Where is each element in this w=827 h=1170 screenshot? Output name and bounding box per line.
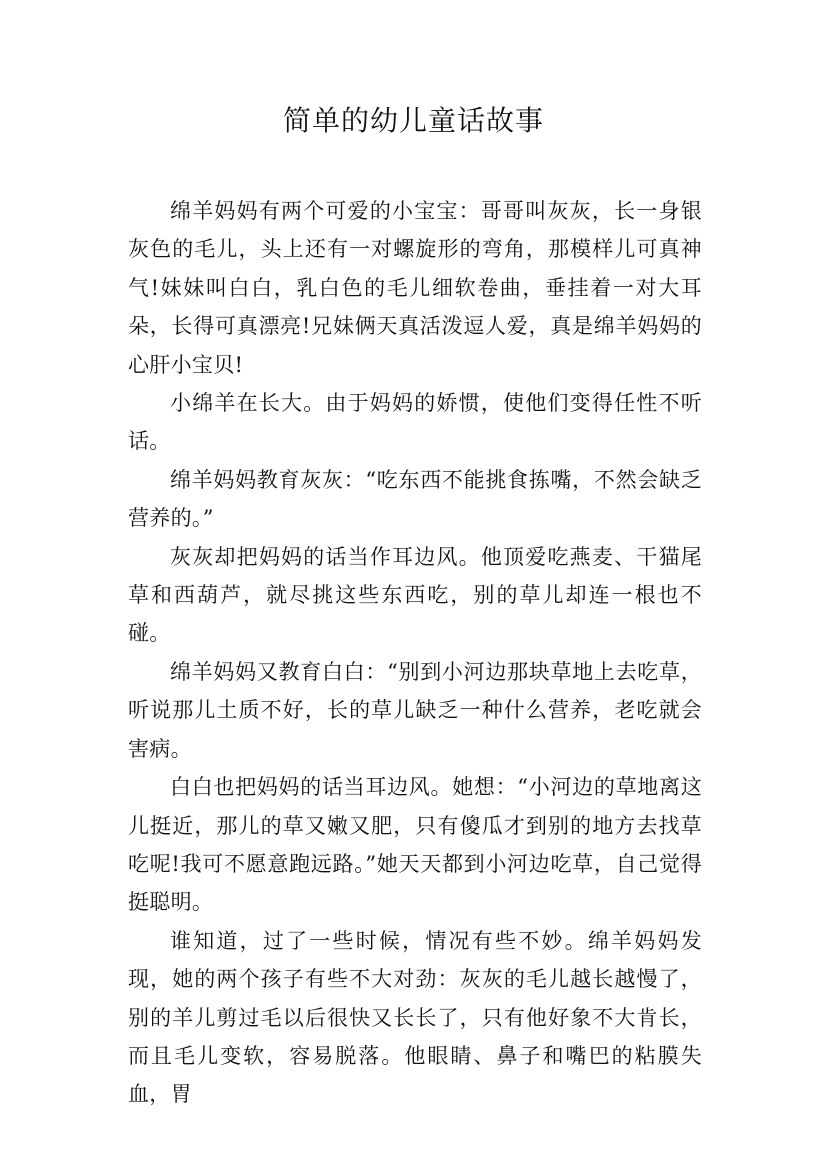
paragraph: 白白也把妈妈的话当耳边风。她想：“小河边的草地离这儿挺近，那儿的草又嫩又肥，只有傻瓜才到别的地方去找草吃呢!我可不愿意跑远路。”她天天都到小河边吃草，自己觉得挺聪明。 xyxy=(128,775,702,915)
paragraph: 绵羊妈妈教育灰灰：“吃东西不能挑食拣嘴，不然会缺乏营养的。” xyxy=(128,467,702,531)
paragraph: 绵羊妈妈有两个可爱的小宝宝：哥哥叫灰灰，长一身银灰色的毛儿，头上还有一对螺旋形的弯角，那模样儿可真神气!妹妹叫白白，乳白色的毛儿细软卷曲，垂挂着一对大耳朵，长得可真漂亮!兄妹俩天真活泼逗人爱，真是绵羊妈妈的心肝小宝贝! xyxy=(128,199,702,377)
paragraph: 绵羊妈妈又教育白白：“别到小河边那块草地上去吃草，听说那儿土质不好，长的草儿缺乏一种什么营养，老吃就会害病。 xyxy=(128,659,702,761)
paragraph: 灰灰却把妈妈的话当作耳边风。他顶爱吃燕麦、干猫尾草和西葫芦，就尽挑这些东西吃，别的草儿却连一根也不碰。 xyxy=(128,544,702,646)
paragraph: 小绵羊在长大。由于妈妈的娇惯，使他们变得任性不听话。 xyxy=(128,391,702,454)
paragraph: 谁知道，过了一些时候，情况有些不妙。绵羊妈妈发现，她的两个孩子有些不大对劲：灰灰的毛儿越长越慢了，别的羊儿剪过毛以后很快又长长了，只有他好象不大肯长，而且毛儿变软，容易脱落。他眼睛、鼻子和嘴巴的粘膜失血，胃 xyxy=(128,928,702,1107)
page-title: 简单的幼儿童话故事 xyxy=(282,104,544,137)
story-body xyxy=(128,192,702,1114)
